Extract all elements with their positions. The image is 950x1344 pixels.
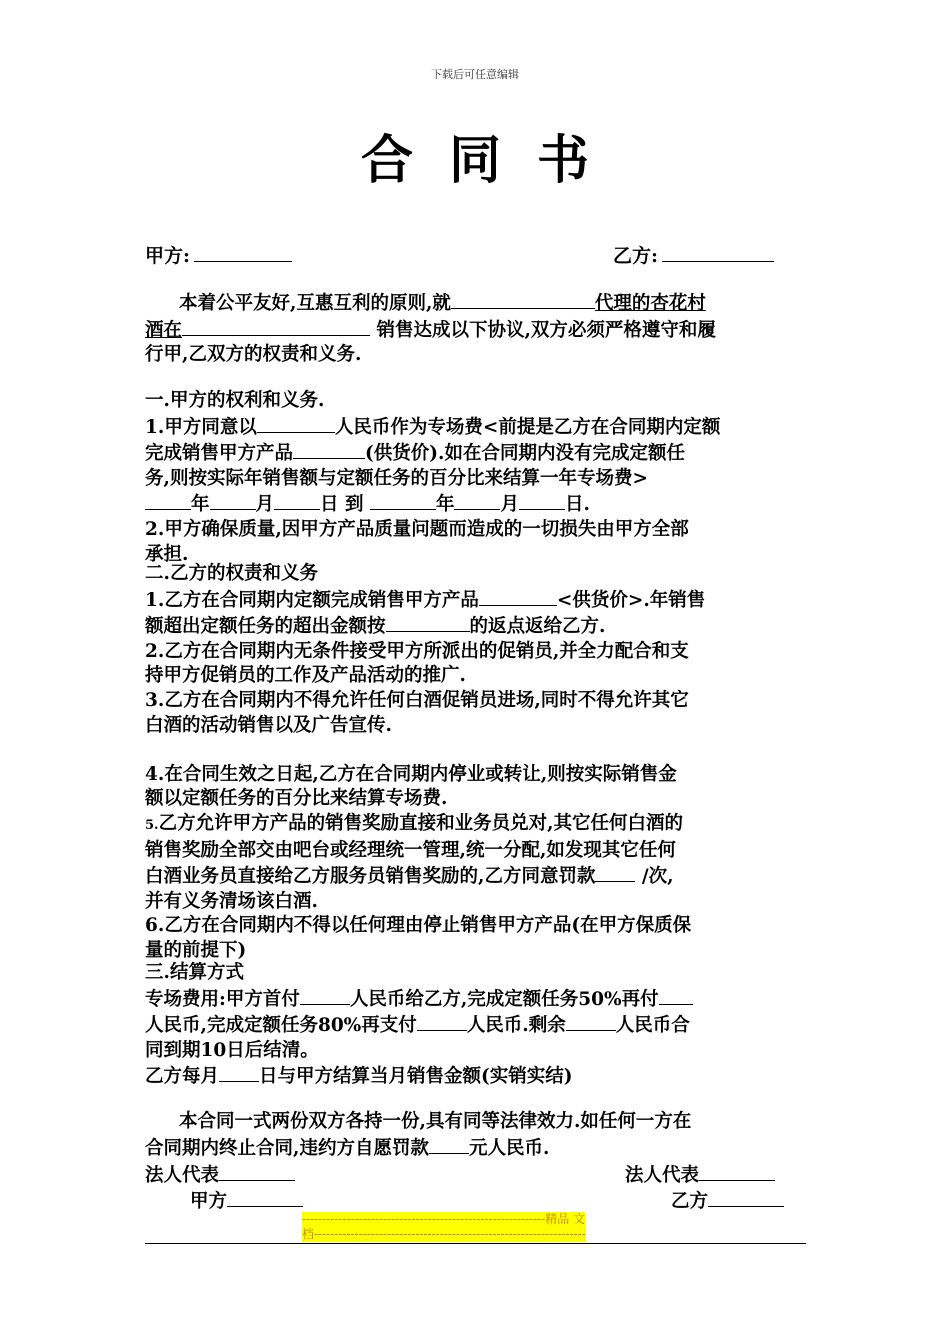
party-a-sign-label: 甲方 [190, 1191, 228, 1212]
date-month-label: 月 [255, 494, 275, 516]
clause-text: /次, [635, 866, 674, 888]
clause-text: 专场费用:甲方首付 [145, 988, 300, 1010]
party-a-signature [190, 1187, 303, 1213]
clause-text: 2.甲方确保质量,因甲方产品质量问题而造成的一切损失由甲方全部 [145, 518, 689, 540]
clause-text: 2.乙方在合同期内无条件接受甲方所派出的促销员,并全力配合和支 [145, 640, 689, 662]
closing-text: 合同期内终止合同,违约方自愿罚款 [145, 1137, 429, 1159]
intro-text: 行甲,乙双方的权责和义务. [145, 344, 362, 366]
clause-text: 承担. [145, 543, 189, 565]
clause-text: 日与甲方结算当月销售金额(实销实结) [259, 1066, 573, 1088]
blank [699, 1162, 775, 1181]
blank [274, 491, 320, 510]
blank [257, 414, 335, 433]
blank [429, 1135, 469, 1154]
header-note: 下载后可任意编辑 [431, 68, 519, 81]
footer-watermark: ------------------------------------------------------------精品 文 [302, 1212, 586, 1226]
blank [659, 986, 693, 1005]
party-a-label: 甲方: [145, 245, 191, 267]
party-b-sign-label: 乙方 [671, 1191, 709, 1212]
blank [210, 491, 256, 510]
blank [219, 1162, 295, 1181]
intro-text: 本着公平友好,互惠互利的原则,就 [179, 293, 451, 314]
closing-paragraph [145, 1110, 810, 1161]
intro-text: 代理的杏花村 [594, 293, 706, 314]
clause-text: 销售奖励全部交由吧台或经理统一管理,统一分配,如发现其它任何 [145, 839, 676, 861]
section-3 [145, 961, 810, 1090]
clause-text: 3.乙方在合同期内不得允许任何白酒促销员进场,同时不得允许其它 [145, 689, 689, 711]
date-day-label: 日 [320, 494, 339, 516]
legal-rep-label: 法人代表 [145, 1165, 220, 1186]
blank [417, 1012, 467, 1031]
date-to-label: 到 [345, 494, 364, 516]
clause-text: 人民币给乙方,完成定额任务50%再付 [349, 988, 659, 1010]
clause-text: 的返点返给乙方. [469, 616, 606, 638]
footer-watermark: 档------------------------------------------------------------------- [302, 1227, 586, 1241]
section-1 [145, 389, 810, 567]
clause-text: 1.乙方在合同期内定额完成销售甲方产品 [145, 589, 479, 611]
blank [566, 1012, 616, 1031]
footer-divider [145, 1243, 806, 1244]
clause-number: 5. [145, 817, 159, 833]
closing-text: 本合同一式两份双方各持一份,具有同等法律效力.如任何一方在 [179, 1111, 692, 1132]
clause-text: 人民币,完成定额任务80%再支付 [145, 1015, 417, 1037]
clause-text: 6.乙方在合同期内不得以任何理由停止销售甲方产品(在甲方保质保 [145, 915, 692, 937]
blank [708, 1188, 784, 1207]
blank [219, 1063, 259, 1082]
section-heading: 一.甲方的权利和义务. [145, 390, 325, 411]
clause-text: 同到期10日后结清。 [145, 1039, 319, 1061]
section-heading: 三.结算方式 [145, 962, 244, 983]
clause-text: 持甲方促销员的工作及产品活动的推广. [145, 665, 466, 687]
party-a-blank [194, 243, 292, 262]
clause-text: 1.甲方同意以 [145, 416, 257, 438]
clause-text: 额以定额任务的百分比来结算专场费. [145, 788, 448, 810]
blank [479, 587, 557, 606]
blank [227, 1188, 303, 1207]
blank [454, 491, 500, 510]
clause-text: 并有义务清场该白酒. [145, 890, 318, 912]
clause-text: 人民币.剩余 [466, 1015, 566, 1037]
clause-text: 量的前提下) [145, 939, 247, 961]
date-year-label: 年 [191, 494, 210, 516]
date-day-label: 日. [565, 494, 590, 516]
blank [519, 491, 565, 510]
blank [182, 317, 370, 336]
section-2 [145, 562, 810, 964]
clause-text: 人民币合 [615, 1015, 690, 1037]
party-b-legal-rep [625, 1161, 775, 1187]
clause-text: 白酒的活动销售以及广告宣传. [145, 714, 392, 736]
party-b-label: 乙方: [613, 245, 659, 267]
clause-text: 人民币作为专场费<前提是乙方在合同期内定额 [334, 416, 721, 438]
party-a-field [145, 241, 292, 268]
blank [300, 986, 350, 1005]
legal-rep-label: 法人代表 [625, 1165, 700, 1186]
section-heading: 二.乙方的权责和义务 [145, 563, 318, 584]
clause-text: (供货价).如在合同期内没有完成定额任 [365, 443, 685, 465]
clause-text: 完成销售甲方产品 [145, 443, 294, 465]
blank [451, 290, 595, 309]
document-title: 合同书 [360, 130, 625, 191]
clause-text: 额超出定额任务的超出金额按 [145, 616, 386, 638]
closing-text: 元人民币. [468, 1137, 550, 1159]
clause-text: 务,则按实际年销售额与定额任务的百分比来结算一年专场费> [145, 467, 648, 489]
intro-text: 销售达成以下协议,双方必须严格遵守和履 [370, 319, 716, 341]
blank [145, 491, 191, 510]
intro-paragraph [145, 290, 810, 368]
clause-text: 4.在合同生效之日起,乙方在合同期内停业或转让,则按实际销售金 [145, 763, 677, 785]
clause-text: 乙方允许甲方产品的销售奖励直接和业务员兑对,其它任何白酒的 [158, 812, 684, 834]
clause-text: 白酒业务员直接给乙方服务员销售奖励的,乙方同意罚款 [145, 866, 596, 888]
blank [293, 440, 365, 459]
clause-text: <供货价>.年销售 [556, 589, 706, 611]
party-b-signature [671, 1187, 784, 1213]
date-month-label: 月 [500, 494, 519, 516]
party-b-blank [662, 243, 774, 262]
blank [386, 613, 470, 632]
blank [370, 491, 436, 510]
blank [595, 863, 635, 882]
intro-text: 酒在 [145, 319, 183, 341]
party-a-legal-rep [145, 1161, 295, 1187]
date-year-label: 年 [435, 494, 455, 516]
party-b-field [613, 241, 774, 268]
clause-text: 乙方每月 [145, 1066, 220, 1088]
date-range [145, 491, 810, 518]
